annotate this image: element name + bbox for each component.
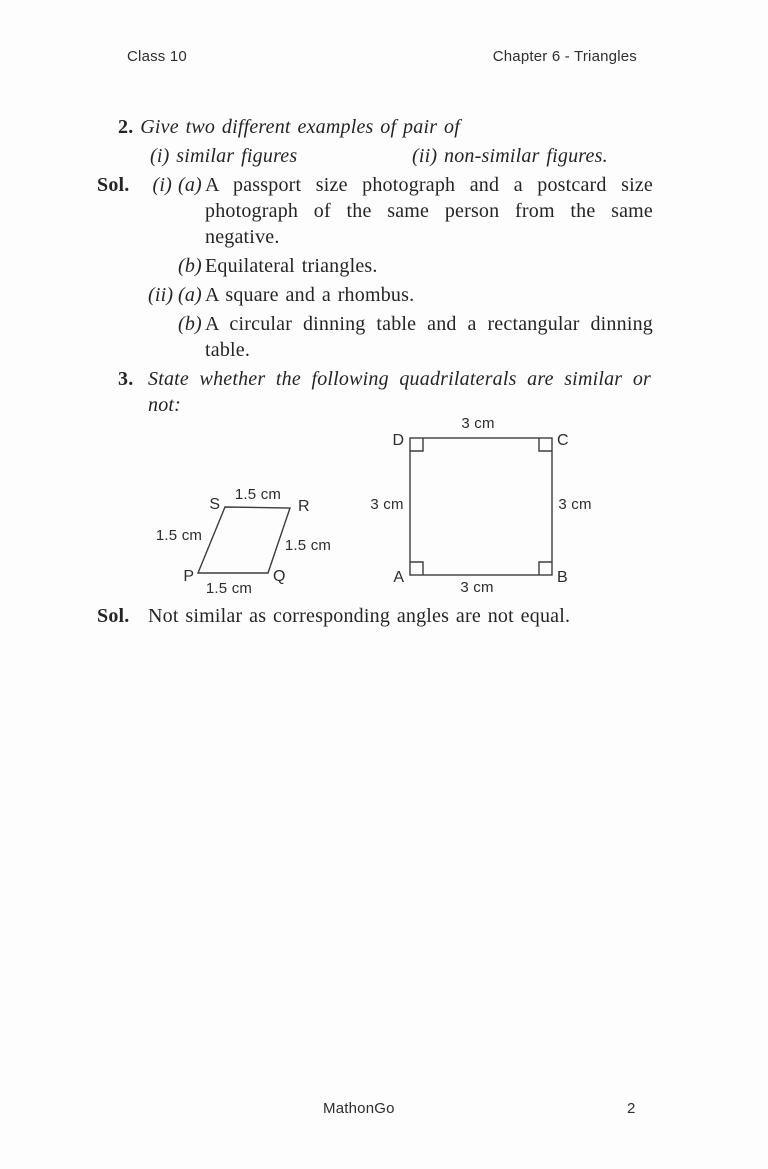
solution-2-item-ii: (ii) bbox=[148, 284, 174, 306]
text-line: photograph of the same person from the same bbox=[205, 200, 653, 222]
right-angle-mark-b bbox=[539, 562, 552, 575]
square-side-left-label: 3 cm bbox=[370, 496, 404, 513]
square-vertex-d: D bbox=[392, 432, 404, 449]
rhombus-vertex-q: Q bbox=[273, 568, 286, 585]
question-2-sub-i: (i) similar figures bbox=[150, 145, 298, 167]
text-line: not: bbox=[148, 394, 182, 416]
solution-2-item-i-b: (b) bbox=[178, 255, 202, 277]
header-chapter: Chapter 6 - Triangles bbox=[492, 48, 637, 65]
solution-3-label: Sol. bbox=[97, 605, 130, 627]
solution-3-text: Not similar as corresponding angles are not equal. bbox=[148, 605, 571, 627]
square-side-right-label: 3 cm bbox=[558, 496, 592, 513]
text-line: Equilateral triangles. bbox=[205, 255, 378, 277]
square-outline bbox=[410, 438, 552, 575]
footer-page-number: 2 bbox=[627, 1100, 636, 1117]
quadrilateral-figures bbox=[140, 412, 660, 607]
solution-2 bbox=[97, 172, 653, 363]
rhombus-vertex-r: R bbox=[298, 498, 310, 515]
right-angle-mark-d bbox=[410, 438, 423, 451]
footer-brand: MathonGo bbox=[323, 1100, 395, 1117]
solution-2-item-i-a: (a) bbox=[178, 174, 202, 196]
right-angle-mark-a bbox=[410, 562, 423, 575]
rhombus-side-right-label: 1.5 cm bbox=[284, 537, 332, 554]
rhombus-side-bottom-label: 1.5 cm bbox=[205, 580, 253, 597]
square-vertex-b: B bbox=[557, 569, 568, 586]
square-side-top-label: 3 cm bbox=[461, 415, 495, 432]
text-line: negative. bbox=[205, 226, 280, 248]
solution-2-item-i: (i) bbox=[152, 174, 172, 196]
header-class: Class 10 bbox=[127, 48, 187, 65]
question-2-text: Give two different examples of pair of bbox=[140, 116, 460, 138]
text-line: A circular dinning table and a rectangular dinning bbox=[205, 313, 653, 335]
rhombus-outline bbox=[198, 507, 290, 573]
rhombus-side-left-label: 1.5 cm bbox=[155, 527, 203, 544]
solution-2-item-i-a-text bbox=[205, 172, 653, 250]
solution-2-item-ii-b: (b) bbox=[178, 313, 202, 335]
solution-2-label: Sol. bbox=[97, 174, 130, 196]
question-3-number: 3. bbox=[118, 368, 134, 390]
square-figure bbox=[370, 415, 591, 596]
solution-2-item-ii-a: (a) bbox=[178, 284, 202, 306]
rhombus-side-top-label: 1.5 cm bbox=[234, 486, 282, 503]
text-line: A square and a rhombus. bbox=[205, 284, 415, 306]
question-2-line1 bbox=[118, 114, 460, 140]
right-angle-mark-c bbox=[539, 438, 552, 451]
solution-2-item-ii-b-text bbox=[205, 311, 653, 363]
square-side-bottom-label: 3 cm bbox=[460, 579, 494, 596]
text-line: State whether the following quadrilaterals are similar or bbox=[148, 368, 651, 390]
question-2-sub-ii: (ii) non-similar figures. bbox=[412, 145, 608, 167]
text-line: table. bbox=[205, 339, 251, 361]
solution-2-item-ii-a-text bbox=[205, 282, 653, 308]
rhombus-figure bbox=[156, 486, 331, 597]
solution-2-item-i-b-text bbox=[205, 253, 653, 279]
square-vertex-c: C bbox=[557, 432, 569, 449]
question-3-text bbox=[148, 366, 651, 418]
text-line: A passport size photograph and a postcard size bbox=[205, 174, 653, 196]
question-3 bbox=[118, 366, 651, 418]
rhombus-vertex-p: P bbox=[183, 568, 194, 585]
square-vertex-a: A bbox=[393, 569, 404, 586]
question-2-number: 2. bbox=[118, 116, 134, 138]
rhombus-vertex-s: S bbox=[209, 496, 220, 513]
